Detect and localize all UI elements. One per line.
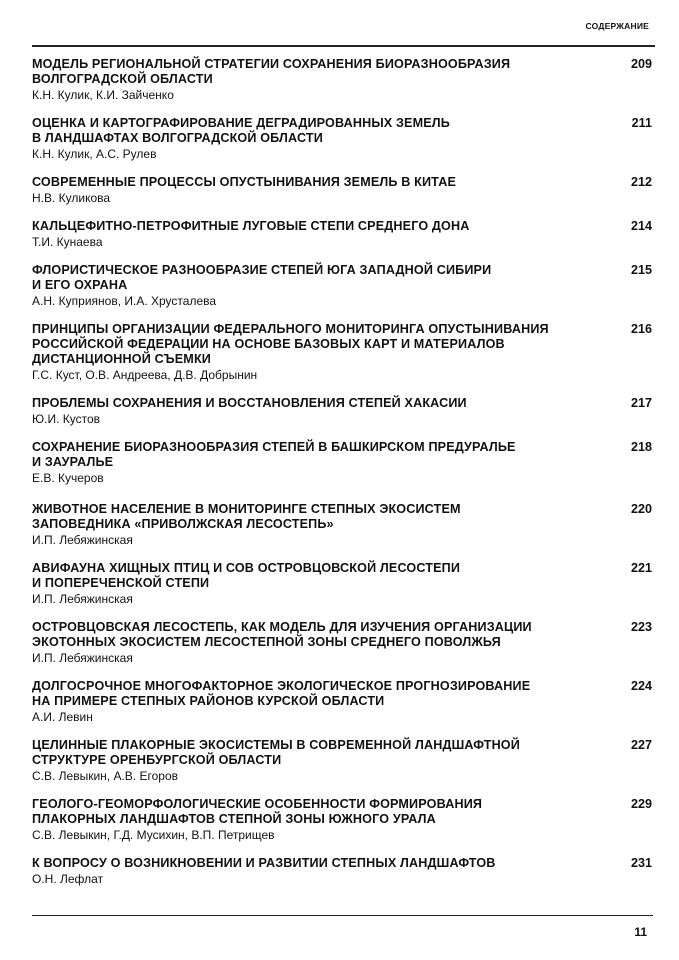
entry-title-line: ПЛАКОРНЫХ ЛАНДШАФТОВ СТЕПНОЙ ЗОНЫ ЮЖНОГО УРАЛА (32, 812, 436, 826)
entry-page-number: 218 (630, 440, 652, 454)
entry-authors: К.Н. Кулик, А.С. Рулев (32, 147, 157, 161)
entry-title-line: НА ПРИМЕРЕ СТЕПНЫХ РАЙОНОВ КУРСКОЙ ОБЛАСТИ (32, 694, 385, 708)
entry-title-line: ДИСТАНЦИОННОЙ СЪЕМКИ (32, 352, 211, 366)
footer-rule (32, 915, 653, 916)
toc-entry (32, 679, 652, 725)
entry-page-number: 221 (630, 561, 652, 575)
entry-page-number: 227 (630, 738, 652, 752)
entry-authors: И.П. Лебяжинская (32, 533, 133, 547)
toc-entry (32, 856, 652, 887)
entry-authors: О.Н. Лефлат (32, 872, 104, 886)
entry-authors: Е.В. Кучеров (32, 471, 104, 485)
entry-title-line: СТРУКТУРЕ ОРЕНБУРГСКОЙ ОБЛАСТИ (32, 753, 282, 767)
running-header: СОДЕРЖАНИЕ (585, 21, 649, 31)
entry-title-line: И ПОПЕРЕЧЕНСКОЙ СТЕПИ (32, 576, 210, 590)
toc-entry (32, 797, 652, 843)
entry-title-line: ЭКОТОННЫХ ЭКОСИСТЕМ ЛЕСОСТЕПНОЙ ЗОНЫ СРЕДНЕГО ПОВОЛЖЬЯ (32, 635, 501, 649)
toc-entry (32, 620, 652, 666)
entry-authors: А.Н. Куприянов, И.А. Хрусталева (32, 294, 217, 308)
entry-title-line: ГЕОЛОГО-ГЕОМОРФОЛОГИЧЕСКИЕ ОСОБЕННОСТИ ФОРМИРОВАНИЯ (32, 797, 483, 811)
entry-authors: А.И. Левин (32, 710, 93, 724)
entry-page-number: 214 (630, 219, 652, 233)
entry-title-line: И ЕГО ОХРАНА (32, 278, 128, 292)
entry-title-line: К ВОПРОСУ О ВОЗНИКНОВЕНИИ И РАЗВИТИИ СТЕПНЫХ ЛАНДШАФТОВ (32, 856, 496, 870)
entry-title-line: ЦЕЛИННЫЕ ПЛАКОРНЫЕ ЭКОСИСТЕМЫ В СОВРЕМЕННОЙ ЛАНДШАФТНОЙ (32, 738, 520, 752)
entry-title-line: СОВРЕМЕННЫЕ ПРОЦЕССЫ ОПУСТЫНИВАНИЯ ЗЕМЕЛЬ В КИТАЕ (32, 175, 457, 189)
entry-page-number: 223 (630, 620, 652, 634)
entry-authors: Н.В. Куликова (32, 191, 111, 205)
entry-title-line: ФЛОРИСТИЧЕСКОЕ РАЗНООБРАЗИЕ СТЕПЕЙ ЮГА ЗАПАДНОЙ СИБИРИ (32, 263, 492, 277)
toc-entry (32, 440, 652, 486)
entry-title-line: РОССИЙСКОЙ ФЕДЕРАЦИИ НА ОСНОВЕ БАЗОВЫХ КАРТ И МАТЕРИАЛОВ (32, 337, 505, 351)
entry-page-number: 216 (630, 322, 652, 336)
entry-title-line: КАЛЬЦЕФИТНО-ПЕТРОФИТНЫЕ ЛУГОВЫЕ СТЕПИ СРЕДНЕГО ДОНА (32, 219, 470, 233)
toc-entry (32, 322, 652, 383)
entry-authors: Г.С. Куст, О.В. Андреева, Д.В. Добрынин (32, 368, 258, 382)
entry-page-number: 211 (631, 116, 652, 130)
entry-title-line: ВОЛГОГРАДСКОЙ ОБЛАСТИ (32, 72, 213, 86)
toc-entry (32, 502, 652, 548)
entry-title-line: ЗАПОВЕДНИКА «ПРИВОЛЖСКАЯ ЛЕСОСТЕПЬ» (32, 517, 334, 531)
toc-entry (32, 738, 652, 784)
toc-entry (32, 396, 652, 427)
entry-title-line: ДОЛГОСРОЧНОЕ МНОГОФАКТОРНОЕ ЭКОЛОГИЧЕСКОЕ ПРОГНОЗИРОВАНИЕ (32, 679, 531, 693)
entry-authors: С.В. Левыкин, Г.Д. Мусихин, В.П. Петрищев (32, 828, 275, 842)
toc-entry (32, 116, 652, 162)
entry-title-line: ПРОБЛЕМЫ СОХРАНЕНИЯ И ВОССТАНОВЛЕНИЯ СТЕПЕЙ ХАКАСИИ (32, 396, 467, 410)
entry-page-number: 215 (630, 263, 652, 277)
entry-page-number: 220 (630, 502, 652, 516)
entry-authors: Т.И. Кунаева (32, 235, 103, 249)
entry-title-line: ОЦЕНКА И КАРТОГРАФИРОВАНИЕ ДЕГРАДИРОВАННЫХ ЗЕМЕЛЬ (32, 116, 450, 130)
entry-title-line: ЖИВОТНОЕ НАСЕЛЕНИЕ В МОНИТОРИНГЕ СТЕПНЫХ ЭКОСИСТЕМ (32, 502, 461, 516)
entry-page-number: 212 (630, 175, 652, 189)
entry-title-line: В ЛАНДШАФТАХ ВОЛГОГРАДСКОЙ ОБЛАСТИ (32, 131, 323, 145)
entry-authors: К.Н. Кулик, К.И. Зайченко (32, 88, 174, 102)
entry-title-line: ОСТРОВЦОВСКАЯ ЛЕСОСТЕПЬ, КАК МОДЕЛЬ ДЛЯ ИЗУЧЕНИЯ ОРГАНИЗАЦИИ (32, 620, 532, 634)
toc-entry (32, 219, 652, 250)
entry-title-line: МОДЕЛЬ РЕГИОНАЛЬНОЙ СТРАТЕГИИ СОХРАНЕНИЯ БИОРАЗНООБРАЗИЯ (32, 57, 511, 71)
entry-authors: И.П. Лебяжинская (32, 651, 133, 665)
table-of-contents (32, 57, 652, 900)
entry-page-number: 217 (630, 396, 652, 410)
entry-title-line: СОХРАНЕНИЕ БИОРАЗНООБРАЗИЯ СТЕПЕЙ В БАШКИРСКОМ ПРЕДУРАЛЬЕ (32, 440, 516, 454)
toc-entry (32, 263, 652, 309)
toc-entry (32, 175, 652, 206)
entry-page-number: 231 (630, 856, 652, 870)
entry-authors: С.В. Левыкин, А.В. Егоров (32, 769, 178, 783)
toc-entry (32, 561, 652, 607)
entry-title-line: И ЗАУРАЛЬЕ (32, 455, 114, 469)
toc-entry (32, 57, 652, 103)
entry-page-number: 209 (630, 57, 652, 71)
header-rule (32, 45, 655, 47)
entry-title-line: ПРИНЦИПЫ ОРГАНИЗАЦИИ ФЕДЕРАЛЬНОГО МОНИТОРИНГА ОПУСТЫНИВАНИЯ (32, 322, 549, 336)
entry-authors: Ю.И. Кустов (32, 412, 101, 426)
entry-page-number: 224 (630, 679, 652, 693)
entry-title-line: АВИФАУНА ХИЩНЫХ ПТИЦ И СОВ ОСТРОВЦОВСКОЙ ЛЕСОСТЕПИ (32, 561, 461, 575)
entry-authors: И.П. Лебяжинская (32, 592, 133, 606)
page-number: 11 (634, 925, 647, 939)
entry-page-number: 229 (630, 797, 652, 811)
